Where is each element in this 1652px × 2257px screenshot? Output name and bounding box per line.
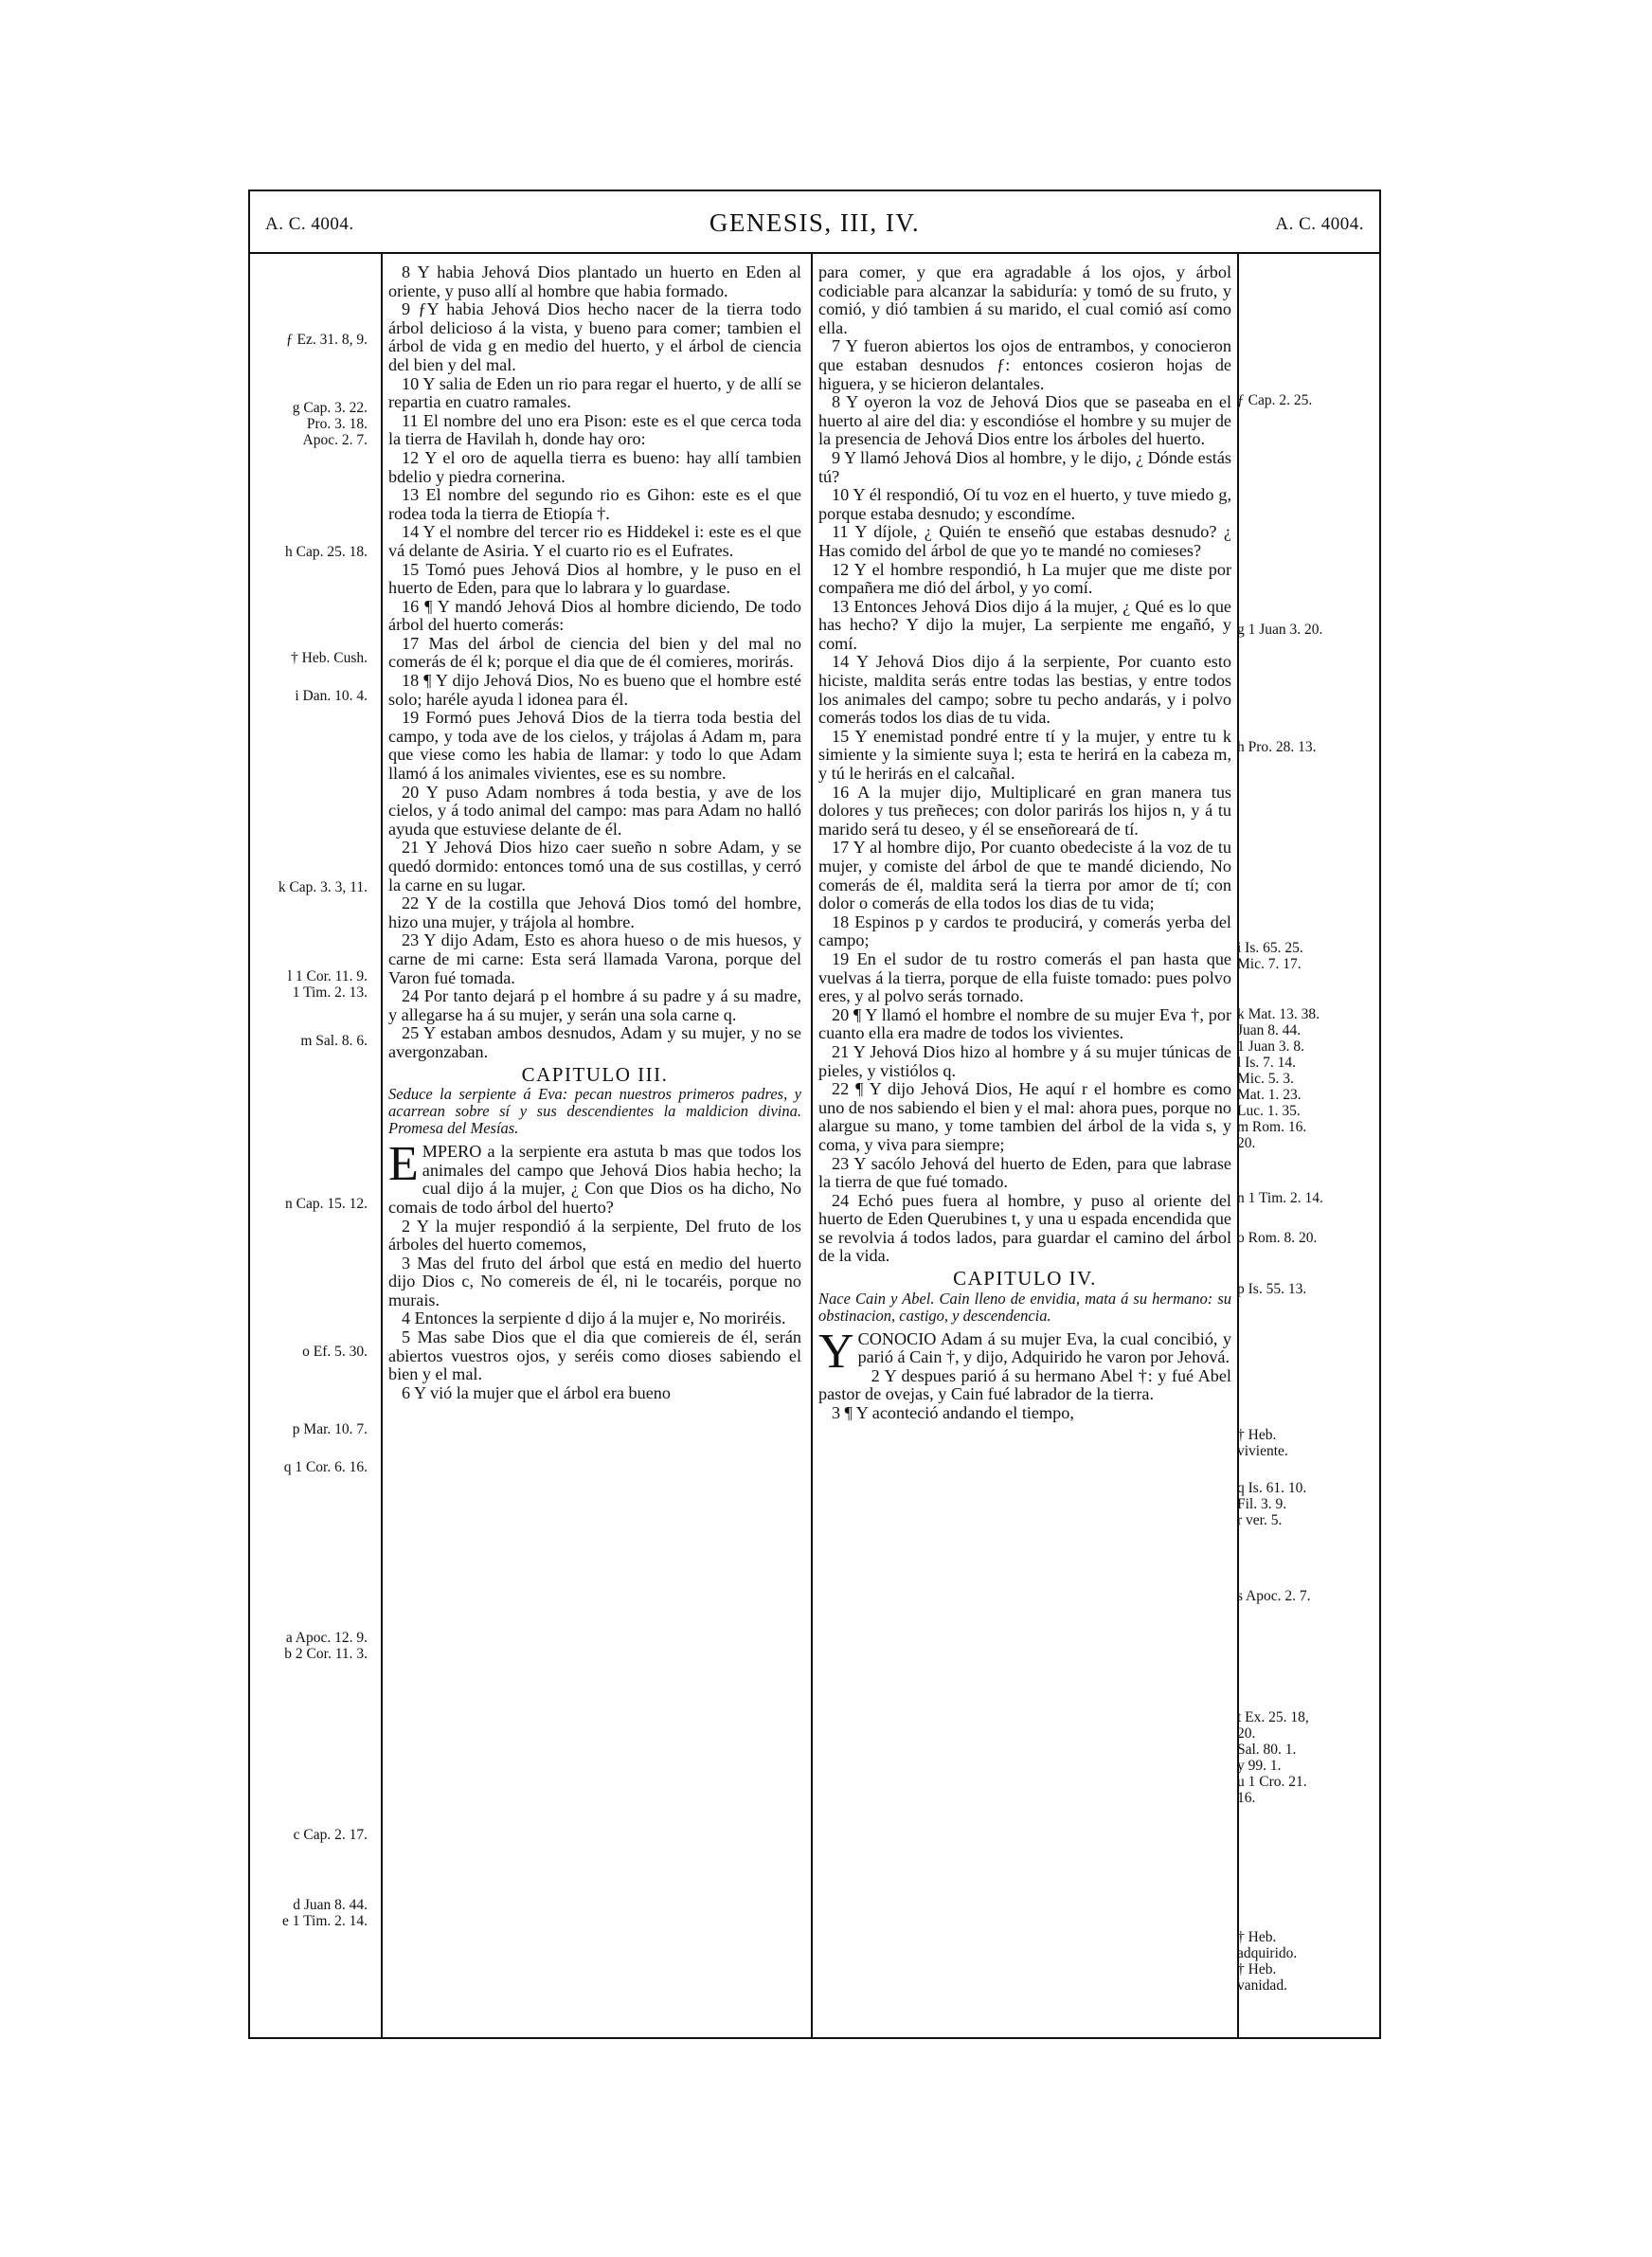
margin-ref-right: o Rom. 8. 20.: [1237, 1230, 1318, 1246]
verse: 12 Y el hombre respondió, h La mujer que me diste por compañera me dió del árbol, y yo comí.: [818, 559, 1231, 598]
verse: 21 Y Jehová Dios hizo al hombre y á su mujer túnicas de pieles, y vistiólos q.: [818, 1041, 1231, 1080]
margin-ref-left: d Juan 8. 44. e 1 Tim. 2. 14.: [281, 1897, 368, 1929]
verse: 6 Y vió la mujer que el árbol era bueno: [402, 1382, 671, 1402]
verse: 2 Y la mujer respondió á la serpiente, Del fruto de los árboles del huerto comemos,: [388, 1216, 801, 1255]
margin-ref-right: n 1 Tim. 2. 14.: [1237, 1190, 1323, 1206]
verse: 10 Y él respondió, Oí tu voz en el huerto, y tuve miedo g, porque estaba desnudo; y escondíme.: [818, 485, 1231, 523]
verse: 24 Echó pues fuera al hombre, y puso al oriente del huerto de Eden Querubines t, y una u espada encendida que se revolvia á todos lados, para guardar el camino del árbol de la vida.: [818, 1190, 1231, 1266]
verse: 11 Y díjole, ¿ Quién te enseñó que estabas desnudo? ¿ Has comido del árbol de que yo te mandé no comieses?: [818, 522, 1231, 560]
verse: 15 Tomó pues Jehová Dios al hombre, y le puso en el huerto de Eden, para que lo labrara y lo guardase.: [388, 559, 801, 598]
verse: 11 El nombre del uno era Pison: este es el que cerca toda la tierra de Havilah h, donde hay oro:: [388, 410, 801, 449]
chapter-summary: Nace Cain y Abel. Cain lleno de envidia, mata á su hermano: su obstinacion, castigo, y descendencia.: [818, 1289, 1231, 1325]
verse-text: CONOCIO Adam á su mujer Eva, la cual concibió, y parió á Cain †, y dijo, Adquirido he varon por Jehová.: [857, 1328, 1231, 1367]
drop-cap: Y: [818, 1324, 854, 1379]
margin-ref-right: h Pro. 28. 13.: [1237, 739, 1317, 755]
margin-ref-right: s Apoc. 2. 7.: [1237, 1588, 1311, 1604]
verse: 12 Y el oro de aquella tierra es bueno: hay allí tambien bdelio y piedra cornerina.: [388, 447, 801, 486]
verse: 20 ¶ Y llamó el hombre el nombre de su mujer Eva †, por cuanto ella era madre de todos los vivientes.: [818, 1004, 1231, 1043]
margin-ref-left: i Dan. 10. 4.: [295, 688, 368, 704]
verse: 18 Espinos p y cardos te producirá, y comerás yerba del campo;: [818, 912, 1231, 950]
verse: 19 En el sudor de tu rostro comerás el pan hasta que vuelvas á la tierra, porque de ella fuiste tomado: pues polvo eres, y al polvo serás tornado.: [818, 948, 1231, 1006]
margin-ref-right: t Ex. 25. 18, 20. Sal. 80. 1. y 99. 1. u 1 Cro. 21. 16.: [1237, 1709, 1309, 1806]
verse: 22 Y de la costilla que Jehová Dios tomó del hombre, hizo una mujer, y trájola al hombre.: [388, 894, 801, 931]
verse: 20 Y puso Adam nombres á toda bestia, y ave de los cielos, y á todo animal del campo: mas para Adam no halló ayuda que estuviese delante de él.: [388, 782, 801, 839]
margin-ref-right: p Is. 55. 13.: [1237, 1281, 1307, 1297]
margin-ref-right: † Heb. viviente.: [1237, 1427, 1288, 1459]
verse: 17 Mas del árbol de ciencia del bien y del mal no comerás de él k; porque el dia que de él comieres, morirás.: [388, 633, 801, 672]
margin-ref-left: m Sal. 8. 6.: [300, 1033, 368, 1049]
verse: 14 Y el nombre del tercer rio es Hiddekel i: este es el que vá delante de Asiria. Y el cuarto rio es el Eufrates.: [388, 522, 801, 560]
drop-cap: E: [388, 1137, 419, 1192]
margin-ref-left: ƒ Ez. 31. 8, 9.: [285, 332, 368, 348]
margin-ref-left: h Cap. 25. 18.: [285, 544, 368, 560]
header-title: GENESIS, III, IV.: [709, 208, 921, 237]
verse: 17 Y al hombre dijo, Por cuanto obedeciste á la voz de tu mujer, y comiste del árbol de que te mandé diciendo, No comerás de él, maldita será la tierra por amor de tí; con dolor o comerás de ella todos los dias de tu vida;: [818, 838, 1231, 913]
chapter-heading: CAPITULO IV.: [953, 1267, 1097, 1291]
margin-ref-left: p Mar. 10. 7.: [292, 1421, 368, 1437]
margin-ref-left: c Cap. 2. 17.: [293, 1827, 368, 1843]
margin-ref-right: q Is. 61. 10. Fil. 3. 9. r ver. 5.: [1237, 1480, 1307, 1528]
chapter-heading: CAPITULO III.: [521, 1062, 669, 1086]
verse-first: [388, 1137, 801, 1217]
margin-ref-right: k Mat. 13. 38. Juan 8. 44. 1 Juan 3. 8. l Is. 7. 14. Mic. 5. 3. Mat. 1. 23. Luc. 1. 35. m Rom. 16. 20.: [1237, 1006, 1320, 1151]
verse: 22 ¶ Y dijo Jehová Dios, He aquí r el hombre es como uno de nos sabiendo el bien y el mal: ahora pues, porque no alargue su mano, y tome tambien del árbol de la vida s, y coma, y viva para siempre;: [818, 1079, 1231, 1154]
verse: 8 Y habia Jehová Dios plantado un huerto en Eden al oriente, y puso allí al hombre que habia formado.: [388, 263, 801, 300]
column-rule-center: [811, 252, 813, 2039]
verse: 15 Y enemistad pondré entre tí y la mujer, y entre tu k simiente y la simiente suya l; esta te herirá en la cabeza m, y tú le herirás en el calcañal.: [818, 726, 1231, 784]
verse: 13 Entonces Jehová Dios dijo á la mujer, ¿ Qué es lo que has hecho? Y dijo la mujer, La serpiente me engañó, y comí.: [818, 596, 1231, 653]
margin-ref-right: † Heb. adquirido. † Heb. vanidad.: [1237, 1929, 1298, 1994]
verse: 18 ¶ Y dijo Jehová Dios, No es bueno que el hombre esté solo; haréle ayuda l idonea para él.: [388, 671, 801, 709]
margin-ref-left: l 1 Cor. 11. 9. 1 Tim. 2. 13.: [287, 968, 368, 1001]
margin-ref-left: k Cap. 3. 3, 11.: [278, 879, 368, 895]
header-year-right: A. C. 4004.: [1275, 214, 1364, 234]
text-column-left: [388, 263, 801, 2026]
verse: 9 ƒY habia Jehová Dios hecho nacer de la tierra todo árbol delicioso á la vista, y bueno para comer; tambien el árbol de vida g en medio del huerto, y el árbol de ciencia del bien y del mal.: [388, 299, 801, 374]
margin-ref-right: i Is. 65. 25. Mic. 7. 17.: [1237, 940, 1303, 972]
verse: 14 Y Jehová Dios dijo á la serpiente, Por cuanto esto hiciste, maldita serás entre todas las bestias, y entre todos los animales del campo; sobre tu pecho andarás, y i polvo comerás todos los dias de tu vida.: [818, 652, 1231, 728]
header-rule: [248, 252, 1381, 254]
verse: 9 Y llamó Jehová Dios al hombre, y le dijo, ¿ Dónde estás tú?: [818, 447, 1231, 486]
margin-ref-left: g Cap. 3. 22. Pro. 3. 18. Apoc. 2. 7.: [292, 400, 368, 448]
margin-ref-left: n Cap. 15. 12.: [285, 1196, 368, 1212]
verse: 24 Por tanto dejará p el hombre á su padre y á su madre, y allegarse ha á su mujer, y serán una sola carne q.: [388, 986, 801, 1024]
margin-ref-left: q 1 Cor. 6. 16.: [283, 1459, 368, 1475]
verse: para comer, y que era agradable á los ojos, y árbol codiciable para alcanzar la sabiduría: y tomó de su fruto, y comió, y dió tambien á su marido, el cual comió así como ella.: [818, 263, 1231, 337]
margin-ref-right: g 1 Juan 3. 20.: [1237, 622, 1323, 638]
verse: 8 Y oyeron la voz de Jehová Dios que se paseaba en el huerto al aire del dia: y escondióse el hombre y su mujer de la presencia de Jehová Dios entre los árboles del huerto.: [818, 392, 1231, 449]
verse: 5 Mas sabe Dios que el dia que comiereis de él, serán abiertos vuestros ojos, y seréis como dioses sabiendo el bien y el mal.: [388, 1327, 801, 1384]
chapter-summary: Seduce la serpiente á Eva: pecan nuestros primeros padres, y acarrean sobre sí y sus descendientes la maldicion divina. Promesa del Mesías.: [388, 1085, 801, 1138]
margin-ref-left: o Ef. 5. 30.: [302, 1344, 368, 1360]
margin-ref-right: ƒ Cap. 2. 25.: [1237, 392, 1313, 408]
text-column-right: [818, 263, 1231, 2026]
verse: 2 Y despues parió á su hermano Abel †: y fué Abel pastor de ovejas, y Cain fué labrador de la tierra.: [818, 1365, 1231, 1404]
verse-first: [818, 1324, 1231, 1379]
verse: 10 Y salia de Eden un rio para regar el huerto, y de allí se repartia en cuatro ramales.: [388, 373, 801, 412]
verse: 23 Y dijo Adam, Esto es ahora hueso o de mis huesos, y carne de mi carne: Esta será llamada Varona, porque del Varon fué tomada.: [388, 930, 801, 987]
verse: 4 Entonces la serpiente d dijo á la mujer e, No moriréis.: [402, 1309, 786, 1328]
verse: 13 El nombre del segundo rio es Gihon: este es el que rodea toda la tierra de Etiopía †.: [388, 485, 801, 523]
margin-ref-left: † Heb. Cush.: [291, 650, 368, 666]
verse: 7 Y fueron abiertos los ojos de entrambos, y conocieron que estaban desnudos ƒ: entonces cosieron hojas de higuera, y se hicieron delantales.: [818, 336, 1231, 393]
verse: 23 Y sacólo Jehová del huerto de Eden, para que labrase la tierra de que fué tomado.: [818, 1153, 1231, 1192]
verse: 3 Mas del fruto del árbol que está en medio del huerto dijo Dios c, No comereis de él, ni le tocaréis, porque no murais.: [388, 1253, 801, 1309]
verse: 3 ¶ Y aconteció andando el tiempo,: [832, 1403, 1074, 1423]
margin-ref-left: a Apoc. 12. 9. b 2 Cor. 11. 3.: [284, 1630, 368, 1662]
header-year-left: A. C. 4004.: [265, 214, 354, 234]
verse: 25 Y estaban ambos desnudos, Adam y su mujer, y no se avergonzaban.: [388, 1023, 801, 1061]
verse-text: MPERO a la serpiente era astuta b mas que todos los animales del campo que Jehová Dios habia hecho; la cual dijo á la mujer, ¿ Con que Dios os ha dicho, No comais de todo árbol del huerto?: [388, 1142, 801, 1217]
running-header: [248, 203, 1381, 244]
verse: 19 Formó pues Jehová Dios de la tierra toda bestia del campo, y toda ave de los cielos, y trájolas á Adam m, para que viese como les habia de llamar: y todo lo que Adam llamó á los animales vivientes, ese es su nombre.: [388, 708, 801, 784]
column-rule-left: [381, 252, 383, 2039]
verse: 16 A la mujer dijo, Multiplicaré en gran manera tus dolores y tus preñeces; con dolor parirás los hijos n, y á tu marido será tu deseo, y él se enseñoreará de tí.: [818, 782, 1231, 839]
verse: 21 Y Jehová Dios hizo caer sueño n sobre Adam, y se quedó dormido: entonces tomó una de sus costillas, y cerró la carne en su lugar.: [388, 838, 801, 894]
verse: 16 ¶ Y mandó Jehová Dios al hombre diciendo, De todo árbol del huerto comerás:: [388, 596, 801, 635]
